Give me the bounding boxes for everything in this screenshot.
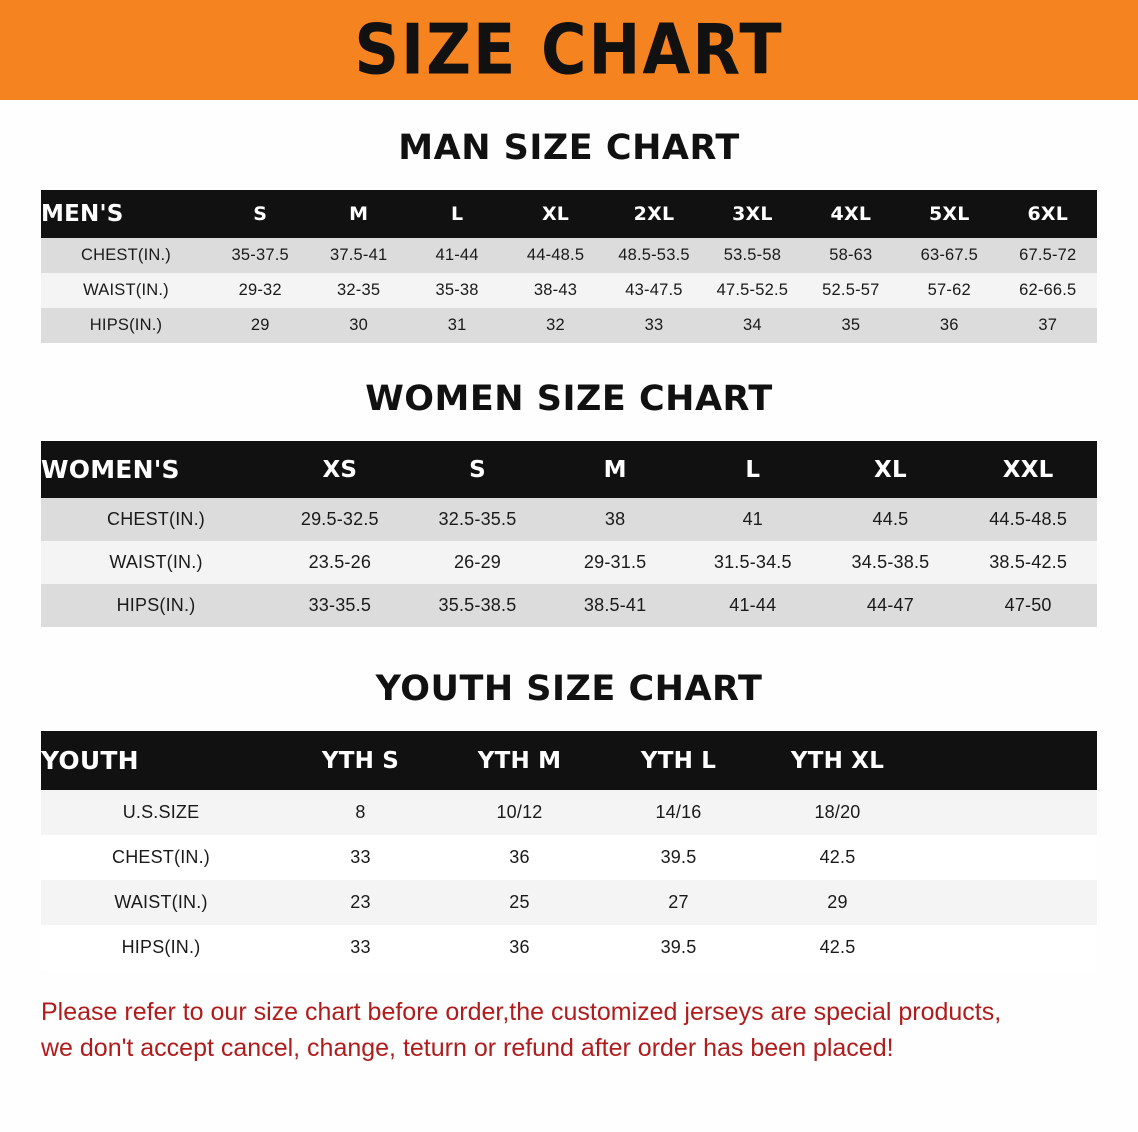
man-header-cell-5: 2XL bbox=[633, 203, 675, 225]
man-cell-1-0: 29-32 bbox=[238, 281, 282, 299]
women-cell-2-3: 41-44 bbox=[729, 595, 777, 615]
table-row bbox=[41, 308, 1097, 343]
women-table-header bbox=[41, 441, 1097, 498]
women-cell-0-4: 44.5 bbox=[872, 509, 909, 529]
man-cell-0-5: 53.5-58 bbox=[723, 246, 782, 264]
youth-row-3-spacer bbox=[917, 925, 1097, 970]
man-header-cell-7: 4XL bbox=[830, 203, 872, 225]
man-header-cell-8: 5XL bbox=[928, 203, 970, 225]
page-banner bbox=[0, 0, 1138, 100]
table-row bbox=[41, 880, 1097, 925]
youth-header-cell-3: YTH L bbox=[640, 747, 717, 774]
page-title: SIZE CHART bbox=[354, 8, 784, 91]
women-header-cell-2: S bbox=[469, 456, 486, 483]
youth-cell-0-0: 8 bbox=[355, 802, 366, 822]
women-cell-1-1: 26-29 bbox=[453, 552, 501, 572]
women-row-1-label: WAIST(IN.) bbox=[109, 552, 203, 572]
table-row bbox=[41, 835, 1097, 880]
man-row-0-label: CHEST(IN.) bbox=[81, 246, 171, 264]
man-cell-2-2: 31 bbox=[447, 316, 467, 334]
women-cell-2-0: 33-35.5 bbox=[308, 595, 372, 615]
women-header-cell-6: XXL bbox=[1002, 456, 1054, 483]
women-cell-2-1: 35.5-38.5 bbox=[438, 595, 517, 615]
youth-cell-2-2: 27 bbox=[668, 892, 689, 912]
women-cell-0-0: 29.5-32.5 bbox=[300, 509, 379, 529]
man-cell-0-7: 63-67.5 bbox=[920, 246, 978, 264]
man-cell-1-5: 47.5-52.5 bbox=[716, 281, 789, 299]
man-table-body bbox=[41, 238, 1097, 343]
women-cell-2-5: 47-50 bbox=[1004, 595, 1052, 615]
man-cell-2-4: 33 bbox=[644, 316, 664, 334]
women-size-table bbox=[41, 441, 1097, 627]
women-table-body bbox=[41, 498, 1097, 627]
women-header-cell-0: WOMEN'S bbox=[41, 455, 180, 484]
man-cell-0-4: 48.5-53.5 bbox=[618, 246, 690, 264]
man-header-cell-0: MEN'S bbox=[41, 201, 124, 227]
man-table-wrap bbox=[41, 190, 1097, 343]
youth-row-2-spacer bbox=[917, 880, 1097, 925]
youth-table-body bbox=[41, 790, 1097, 970]
women-row-2-label: HIPS(IN.) bbox=[116, 595, 196, 615]
youth-size-table bbox=[41, 731, 1097, 970]
women-section-title: WOMEN SIZE CHART bbox=[365, 379, 773, 419]
youth-cell-2-3: 29 bbox=[827, 892, 848, 912]
man-cell-0-6: 58-63 bbox=[829, 246, 873, 264]
youth-cell-3-2: 39.5 bbox=[660, 937, 697, 957]
man-cell-2-0: 29 bbox=[250, 316, 270, 334]
youth-header-cell-4: YTH XL bbox=[790, 747, 885, 774]
man-cell-0-0: 35-37.5 bbox=[231, 246, 289, 264]
women-cell-0-5: 44.5-48.5 bbox=[989, 509, 1068, 529]
youth-header-spacer bbox=[917, 731, 1097, 790]
youth-cell-3-0: 33 bbox=[350, 937, 371, 957]
youth-cell-1-0: 33 bbox=[350, 847, 371, 867]
youth-header-cell-1: YTH S bbox=[321, 747, 400, 774]
man-header-cell-4: XL bbox=[541, 203, 570, 225]
youth-row-3-label: HIPS(IN.) bbox=[121, 937, 201, 957]
youth-header-cell-2: YTH M bbox=[477, 747, 562, 774]
man-cell-2-8: 37 bbox=[1038, 316, 1058, 334]
youth-cell-2-1: 25 bbox=[509, 892, 530, 912]
women-cell-0-3: 41 bbox=[742, 509, 763, 529]
women-cell-2-4: 44-47 bbox=[866, 595, 914, 615]
youth-cell-0-1: 10/12 bbox=[496, 802, 543, 822]
man-cell-0-2: 41-44 bbox=[435, 246, 479, 264]
table-row bbox=[41, 925, 1097, 970]
women-cell-1-5: 38.5-42.5 bbox=[989, 552, 1068, 572]
women-cell-1-2: 29-31.5 bbox=[583, 552, 647, 572]
man-cell-0-3: 44-48.5 bbox=[526, 246, 585, 264]
women-cell-1-4: 34.5-38.5 bbox=[851, 552, 930, 572]
man-cell-1-4: 43-47.5 bbox=[625, 281, 683, 299]
man-cell-1-2: 35-38 bbox=[435, 281, 479, 299]
man-row-2-label: HIPS(IN.) bbox=[89, 316, 163, 334]
man-header-cell-9: 6XL bbox=[1027, 203, 1069, 225]
youth-row-2-label: WAIST(IN.) bbox=[114, 892, 208, 912]
women-header-cell-3: M bbox=[603, 456, 627, 483]
women-header-cell-1: XS bbox=[322, 456, 358, 483]
women-header-cell-5: XL bbox=[874, 456, 907, 483]
youth-cell-2-0: 23 bbox=[350, 892, 371, 912]
man-cell-1-8: 62-66.5 bbox=[1019, 281, 1077, 299]
youth-cell-3-1: 36 bbox=[509, 937, 530, 957]
table-row bbox=[41, 498, 1097, 541]
youth-row-1-label: CHEST(IN.) bbox=[112, 847, 210, 867]
youth-header-cell-0: YOUTH bbox=[41, 746, 139, 775]
women-cell-1-0: 23.5-26 bbox=[308, 552, 372, 572]
man-cell-1-6: 52.5-57 bbox=[822, 281, 880, 299]
table-row bbox=[41, 790, 1097, 835]
man-size-table bbox=[41, 190, 1097, 343]
footer-line-1: Please refer to our size chart before order,the customized jerseys are special products, bbox=[41, 998, 1002, 1026]
man-cell-1-1: 32-35 bbox=[337, 281, 381, 299]
man-cell-2-3: 32 bbox=[546, 316, 565, 334]
youth-cell-0-3: 18/20 bbox=[814, 802, 861, 822]
table-row bbox=[41, 584, 1097, 627]
man-cell-0-1: 37.5-41 bbox=[329, 246, 388, 264]
youth-row-0-spacer bbox=[917, 790, 1097, 835]
women-cell-2-2: 38.5-41 bbox=[583, 595, 647, 615]
youth-table-header bbox=[41, 731, 1097, 790]
man-header-cell-2: M bbox=[349, 203, 369, 225]
man-cell-0-8: 67.5-72 bbox=[1019, 246, 1077, 264]
man-header-cell-1: S bbox=[253, 203, 268, 225]
man-cell-1-7: 57-62 bbox=[927, 281, 971, 299]
women-row-0-label: CHEST(IN.) bbox=[107, 509, 205, 529]
women-cell-0-1: 32.5-35.5 bbox=[438, 509, 517, 529]
women-header-cell-4: L bbox=[745, 456, 761, 483]
footer-disclaimer bbox=[41, 994, 1097, 1067]
man-cell-2-7: 36 bbox=[939, 316, 959, 334]
man-cell-2-5: 34 bbox=[743, 316, 762, 334]
table-header-row bbox=[41, 190, 1097, 238]
man-section-title: MAN SIZE CHART bbox=[398, 128, 740, 168]
women-cell-0-2: 38 bbox=[604, 509, 626, 529]
table-row bbox=[41, 541, 1097, 584]
youth-section-title: YOUTH SIZE CHART bbox=[375, 669, 763, 709]
youth-table-wrap bbox=[41, 731, 1097, 970]
table-header-row bbox=[41, 731, 1097, 790]
youth-cell-1-2: 39.5 bbox=[660, 847, 697, 867]
man-cell-1-3: 38-43 bbox=[533, 281, 578, 299]
table-header-row bbox=[41, 441, 1097, 498]
man-cell-2-1: 30 bbox=[349, 316, 369, 334]
footer-line-2: we don't accept cancel, change, teturn or refund after order has been placed! bbox=[41, 1034, 894, 1063]
man-row-1-label: WAIST(IN.) bbox=[83, 281, 169, 299]
youth-row-0-label: U.S.SIZE bbox=[122, 802, 200, 822]
women-cell-1-3: 31.5-34.5 bbox=[713, 552, 792, 572]
man-cell-2-6: 35 bbox=[841, 316, 861, 334]
man-table-header bbox=[41, 190, 1097, 238]
table-row bbox=[41, 273, 1097, 308]
youth-row-1-spacer bbox=[917, 835, 1097, 880]
table-row bbox=[41, 238, 1097, 273]
man-header-cell-6: 3XL bbox=[732, 203, 773, 225]
women-table-wrap bbox=[41, 441, 1097, 627]
youth-cell-0-2: 14/16 bbox=[655, 802, 702, 822]
youth-cell-3-3: 42.5 bbox=[819, 937, 856, 957]
youth-cell-1-1: 36 bbox=[509, 847, 530, 867]
man-header-cell-3: L bbox=[450, 203, 464, 225]
youth-cell-1-3: 42.5 bbox=[819, 847, 856, 867]
